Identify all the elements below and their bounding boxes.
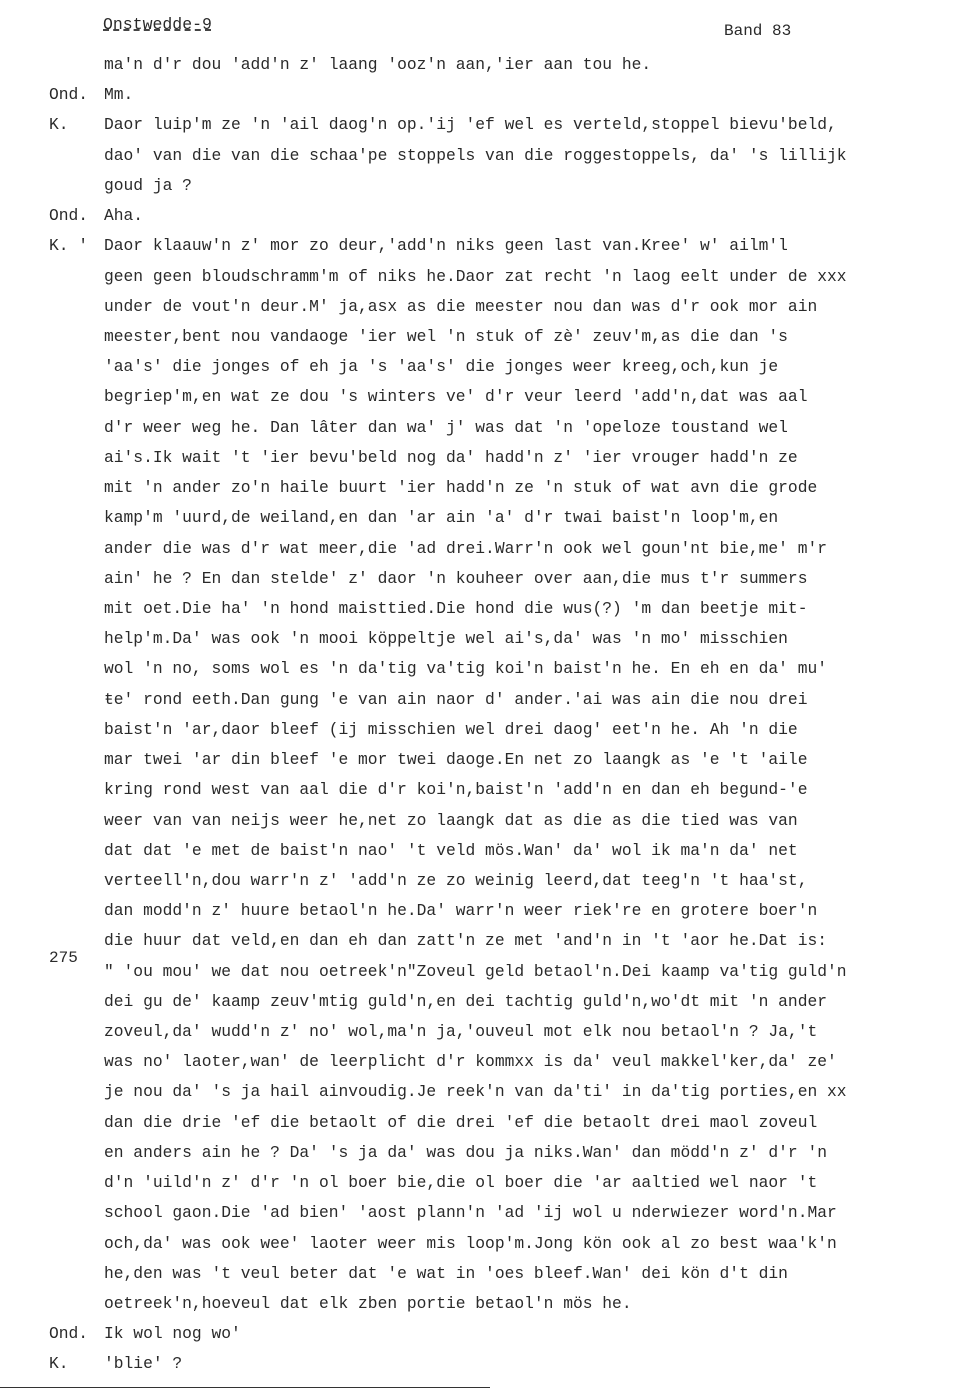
line-text: och,da' was ook wee' laoter weer mis loop'm.Jong kön ook al zo best waa'k'n xyxy=(104,1233,837,1253)
line-text: mar twei 'ar din bleef 'e mor twei daoge.En net zo laangk as 'e 't 'aile xyxy=(104,750,808,770)
transcript-line xyxy=(0,836,973,866)
speaker-label: K. ' xyxy=(49,236,89,256)
line-text: Aha. xyxy=(104,206,144,226)
transcript-line xyxy=(0,685,973,715)
transcript-line xyxy=(0,1349,973,1379)
line-text: ander die was d'r wat meer,die 'ad drei.Warr'n ook wel goun'nt bie,me' m'r xyxy=(104,538,828,558)
line-text: kring rond west van aal die d'r koi'n,baist'n 'add'n en dan eh begund-'e xyxy=(104,780,808,800)
line-text: ai's.Ik wait 't 'ier bevu'beld nog da' hadd'n z' 'ier vrouger hadd'n ze xyxy=(104,447,798,467)
line-text: Daor klaauw'n z' mor zo deur,'add'n niks geen last van.Kree' w' ailm'l xyxy=(104,236,788,256)
line-text: school gaon.Die 'ad bien' 'aost plann'n 'ad 'ij wol u nderwiezer word'n.Mar xyxy=(104,1203,837,1223)
transcript-line xyxy=(0,775,973,805)
line-text: ma'n d'r dou 'add'n z' laang 'ooz'n aan,'ier aan tou he. xyxy=(104,55,652,74)
transcript-line xyxy=(0,1077,973,1107)
line-text: je nou da' 's ja hail ainvoudig.Je reek'n van da'ti' in da'tig porties,en xx xyxy=(104,1082,847,1102)
transcript-line xyxy=(0,1017,973,1047)
transcript-line xyxy=(0,292,973,322)
line-text: under de vout'n deur.M' ja,asx as die meester nou dan was d'r ook mor ain xyxy=(104,296,818,316)
line-text: mit 'n ander zo'n haile buurt 'ier hadd'n ze 'n stuk of wat avn die grode xyxy=(104,478,818,498)
line-text: Ik wol nog wo' xyxy=(104,1324,241,1344)
line-text: dao' van die van die schaa'pe stoppels van die roggestoppels, da' 's lillijk xyxy=(104,145,847,165)
transcript-line xyxy=(0,594,973,624)
line-text: dei gu de' kaamp zeuv'mtig guld'n,en dei tachtig guld'n,wo'dt mit 'n ander xyxy=(104,991,828,1011)
transcript-line xyxy=(0,1229,973,1259)
line-text: 'aa's' die jonges of eh ja 's 'aa's' die jonges weer kreeg,och,kun je xyxy=(104,357,779,377)
transcript-line xyxy=(0,1108,973,1138)
line-text: baist'n 'ar,daor bleef (ij misschien wel drei daog' eet'n he. Ah 'n die xyxy=(104,719,798,739)
transcript-line xyxy=(0,201,973,231)
line-text: dan die drie 'ef die betaolt of die drei 'ef die betaolt drei maol zoveul xyxy=(104,1112,818,1132)
transcript-line xyxy=(0,534,973,564)
line-text: " 'ou mou' we dat nou oetreek'n"Zoveul geld betaol'n.Dei kaamp va'tig guld'n xyxy=(104,961,847,981)
transcript-line xyxy=(0,1047,973,1077)
transcript-line xyxy=(0,1259,973,1289)
transcript-line xyxy=(0,473,973,503)
line-text: weer van van neijs weer he,net zo laangk dat as die as die tied was van xyxy=(104,810,798,830)
line-text: begriep'm,en wat ze dou 's winters ve' d'r veur leerd 'add'n,dat was aal xyxy=(104,387,808,407)
transcript-line xyxy=(0,926,973,956)
transcript-line xyxy=(0,382,973,412)
line-text: oetreek'n,hoeveul dat elk zben portie betaol'n mös he. xyxy=(104,1294,632,1314)
speaker-label: K. xyxy=(49,1354,69,1374)
line-text: was no' laoter,wan' de leerplicht d'r kommxx is da' veul makkel'ker,da' ze' xyxy=(104,1052,837,1072)
line-text: zoveul,da' wudd'n z' no' wol,ma'n ja,'ouveul mot elk nou betaol'n ? Ja,'t xyxy=(104,1022,818,1042)
document-title: Onstwedde-9 xyxy=(103,15,212,34)
speaker-label: Ond. xyxy=(49,1324,89,1344)
line-text: meester,bent nou vandaoge 'ier wel 'n stuk of zè' zeuv'm,as die dan 's xyxy=(104,326,788,346)
transcript-line xyxy=(0,564,973,594)
speaker-label: Ond. xyxy=(49,206,89,226)
transcript-line xyxy=(0,896,973,926)
speaker-label: Ond. xyxy=(49,85,89,105)
transcript-line xyxy=(0,806,973,836)
line-text: he,den was 't veul beter dat 'e wat in 'oes bleef.Wan' dei kön d't din xyxy=(104,1263,788,1283)
transcript-line xyxy=(0,1319,973,1349)
line-text: help'm.Da' was ook 'n mooi köppeltje wel ai's,da' was 'n mo' misschien xyxy=(104,629,788,649)
line-text: kamp'm 'uurd,de weiland,en dan 'ar ain 'a' d'r twai baist'n loop'm,en xyxy=(104,508,779,528)
transcript-line xyxy=(0,1168,973,1198)
line-text: Mm. xyxy=(104,85,134,105)
transcript-line xyxy=(0,624,973,654)
transcript-line xyxy=(0,1289,973,1319)
transcript-line xyxy=(0,413,973,443)
line-text: Daor luip'm ze 'n 'ail daog'n op.'ij 'ef wel es verteld,stoppel bievu'beld, xyxy=(104,115,837,135)
transcript-line xyxy=(0,443,973,473)
transcript-line xyxy=(0,262,973,292)
bottom-rule xyxy=(0,1387,490,1388)
transcript-line xyxy=(0,503,973,533)
line-text: d'n 'uild'n z' d'r 'n ol boer bie,die ol boer die 'ar aaltied wel naor 't xyxy=(104,1173,818,1193)
transcript-line xyxy=(0,957,973,987)
line-text: goud ja ? xyxy=(104,175,192,195)
line-text: wol 'n no, soms wol es 'n da'tig va'tig koi'n baist'n he. En eh en da' mu' xyxy=(104,659,828,679)
line-text: 'blie' ? xyxy=(104,1354,183,1374)
line-text: dat dat 'e met de baist'n nao' 't veld mös.Wan' da' wol ik ma'n da' net xyxy=(104,840,798,860)
line-text: d'r weer weg he. Dan lâter dan wa' j' was dat 'n 'opeloze toustand wel xyxy=(104,417,788,437)
line-text: ŧe' rond eeth.Dan gung 'e van ain naor d' ander.'ai was ain die nou drei xyxy=(104,689,808,709)
line-text: die huur dat veld,en dan eh dan zatt'n ze met 'and'n in 't 'aor he.Dat is: xyxy=(104,931,828,951)
line-text: verteell'n,dou warr'n z' 'add'n ze zo weinig leerd,dat teeg'n 't haa'st, xyxy=(104,870,808,890)
transcript-line xyxy=(0,231,973,261)
transcript-line xyxy=(0,654,973,684)
transcript-line xyxy=(0,50,973,80)
transcript-line xyxy=(0,715,973,745)
transcript-line xyxy=(0,866,973,896)
transcript-line xyxy=(0,1138,973,1168)
line-text: ain' he ? En dan stelde' z' daor 'n kouheer over aan,die mus t'r summers xyxy=(104,568,808,588)
line-text: mit oet.Die ha' 'n hond maisttied.Die hond die wus(?) 'm dan beetje mit- xyxy=(104,598,808,618)
tape-number: Band 83 xyxy=(724,22,792,40)
speaker-label: K. xyxy=(49,115,69,135)
line-text: en anders ain he ? Da' 's ja da' was dou ja niks.Wan' dan mödd'n z' d'r 'n xyxy=(104,1142,828,1162)
line-text: dan modd'n z' huure betaol'n he.Da' warr'n weer riek're en grotere boer'n xyxy=(104,901,818,921)
transcript-line xyxy=(0,171,973,201)
transcript-line xyxy=(0,322,973,352)
margin-line-number: 275 xyxy=(49,949,78,967)
transcript-line xyxy=(0,745,973,775)
transcript-line xyxy=(0,352,973,382)
transcript-line xyxy=(0,80,973,110)
transcript-line xyxy=(0,110,973,140)
transcript-line xyxy=(0,1198,973,1228)
transcript-line xyxy=(0,141,973,171)
transcript-line xyxy=(0,987,973,1017)
line-text: geen geen bloudschramm'm of niks he.Daor zat recht 'n laog eelt under de xxx xyxy=(104,266,847,286)
